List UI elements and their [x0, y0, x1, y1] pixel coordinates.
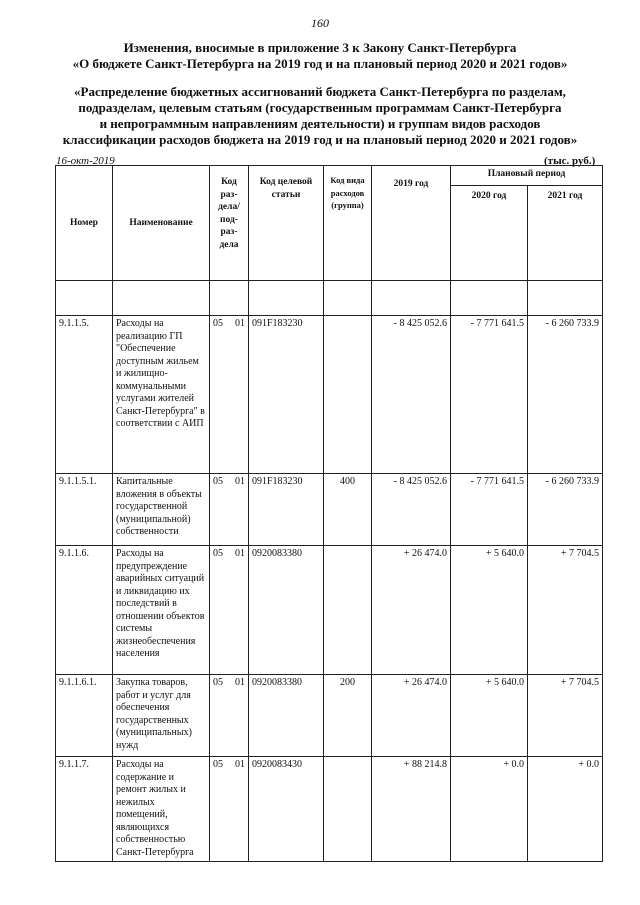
row-type: [324, 316, 372, 474]
subtitle-line-3: и непрограммным направлениям деятельности) и группам видов расходов: [99, 116, 541, 131]
title-line-1: Изменения, вносимые в приложение 3 к Закону Санкт-Петербурга: [123, 40, 517, 55]
budget-table: [55, 165, 603, 862]
row-section-code: 05: [213, 318, 223, 329]
title-line-2: «О бюджете Санкт-Петербурга на 2019 год и на плановый период 2020 и 2021 годов»: [72, 56, 568, 71]
header-2020: 2020 год: [451, 186, 528, 281]
row-name: Капитальные вложения в объекты государственной (муниципальной) собственности: [113, 474, 210, 546]
row-section-code: 05: [213, 476, 223, 487]
row-2021: - 6 260 733.9: [528, 316, 603, 474]
row-section: [210, 546, 249, 675]
row-section-code: 05: [213, 677, 223, 688]
document-date: 16-окт-2019: [56, 155, 115, 167]
row-2020: - 7 771 641.5: [451, 316, 528, 474]
row-2021: + 0.0: [528, 757, 603, 862]
row-type: 400: [324, 474, 372, 546]
row-2021: + 7 704.5: [528, 546, 603, 675]
row-2019: - 8 425 052.6: [372, 474, 451, 546]
header-section: Код раз-дела/ под-раз-дела: [210, 166, 249, 281]
table-header: [56, 166, 603, 281]
row-number: 9.1.1.5.1.: [56, 474, 113, 546]
row-2019: + 26 474.0: [372, 675, 451, 757]
row-name: Расходы на предупреждение аварийных ситуаций и ликвидацию их последствий в отношении объектов системы жизнеобеспечения населения: [113, 546, 210, 675]
row-section: [210, 675, 249, 757]
row-target: 091F183230: [249, 474, 324, 546]
subtitle-line-4: классификации расходов бюджета на 2019 год и на плановый период 2020 и 2021 годов»: [62, 132, 578, 147]
header-gap: [56, 281, 603, 316]
row-subsection-code: 01: [235, 318, 245, 329]
header-target: Код целевой статьи: [249, 166, 324, 281]
row-target: 0920083380: [249, 675, 324, 757]
row-subsection-code: 01: [235, 548, 245, 559]
row-2021: + 7 704.5: [528, 675, 603, 757]
row-target: 091F183230: [249, 316, 324, 474]
row-2019: - 8 425 052.6: [372, 316, 451, 474]
row-name: Закупка товаров, работ и услуг для обеспечения государственных (муниципальных) нужд: [113, 675, 210, 757]
header-planned: Плановый период: [451, 166, 603, 186]
row-2020: + 5 640.0: [451, 675, 528, 757]
row-number: 9.1.1.6.: [56, 546, 113, 675]
table-row: [56, 546, 603, 675]
header-number: Номер: [56, 166, 113, 281]
row-type: [324, 757, 372, 862]
row-2020: - 7 771 641.5: [451, 474, 528, 546]
row-type: 200: [324, 675, 372, 757]
row-2019: + 26 474.0: [372, 546, 451, 675]
header-name: Наименование: [113, 166, 210, 281]
row-name: Расходы на содержание и ремонт жилых и нежилых помещений, являющихся собственностью Санкт-Петербурга: [113, 757, 210, 862]
row-type: [324, 546, 372, 675]
row-2019: + 88 214.8: [372, 757, 451, 862]
header-type: Код вида расходов (группа): [324, 166, 372, 281]
row-section: [210, 474, 249, 546]
table-row: [56, 757, 603, 862]
row-subsection-code: 01: [235, 677, 245, 688]
page-number: 160: [311, 16, 329, 30]
row-target: 0920083430: [249, 757, 324, 862]
table-row: [56, 316, 603, 474]
row-section-code: 05: [213, 759, 223, 770]
row-2020: + 5 640.0: [451, 546, 528, 675]
units-label: (тыс. руб.): [544, 155, 596, 167]
document-title: [0, 40, 640, 72]
row-section: [210, 316, 249, 474]
row-2020: + 0.0: [451, 757, 528, 862]
subtitle-line-1: «Распределение бюджетных ассигнований бюджета Санкт-Петербурга по разделам,: [74, 84, 566, 99]
subtitle-line-2: подразделам, целевым статьям (государственным программам Санкт-Петербурга: [78, 100, 562, 115]
header-2019: 2019 год: [372, 166, 451, 281]
row-number: 9.1.1.7.: [56, 757, 113, 862]
row-target: 0920083380: [249, 546, 324, 675]
table-row: [56, 675, 603, 757]
row-name: Расходы на реализацию ГП "Обеспечение доступным жильем и жилищно-коммунальными услугами жителей Санкт-Петербурга" в соответствии с АИП: [113, 316, 210, 474]
header-2021: 2021 год: [528, 186, 603, 281]
row-2021: - 6 260 733.9: [528, 474, 603, 546]
row-section: [210, 757, 249, 862]
row-subsection-code: 01: [235, 759, 245, 770]
row-number: 9.1.1.5.: [56, 316, 113, 474]
row-section-code: 05: [213, 548, 223, 559]
row-subsection-code: 01: [235, 476, 245, 487]
table-row: [56, 474, 603, 546]
document-subtitle: [0, 84, 640, 148]
row-number: 9.1.1.6.1.: [56, 675, 113, 757]
